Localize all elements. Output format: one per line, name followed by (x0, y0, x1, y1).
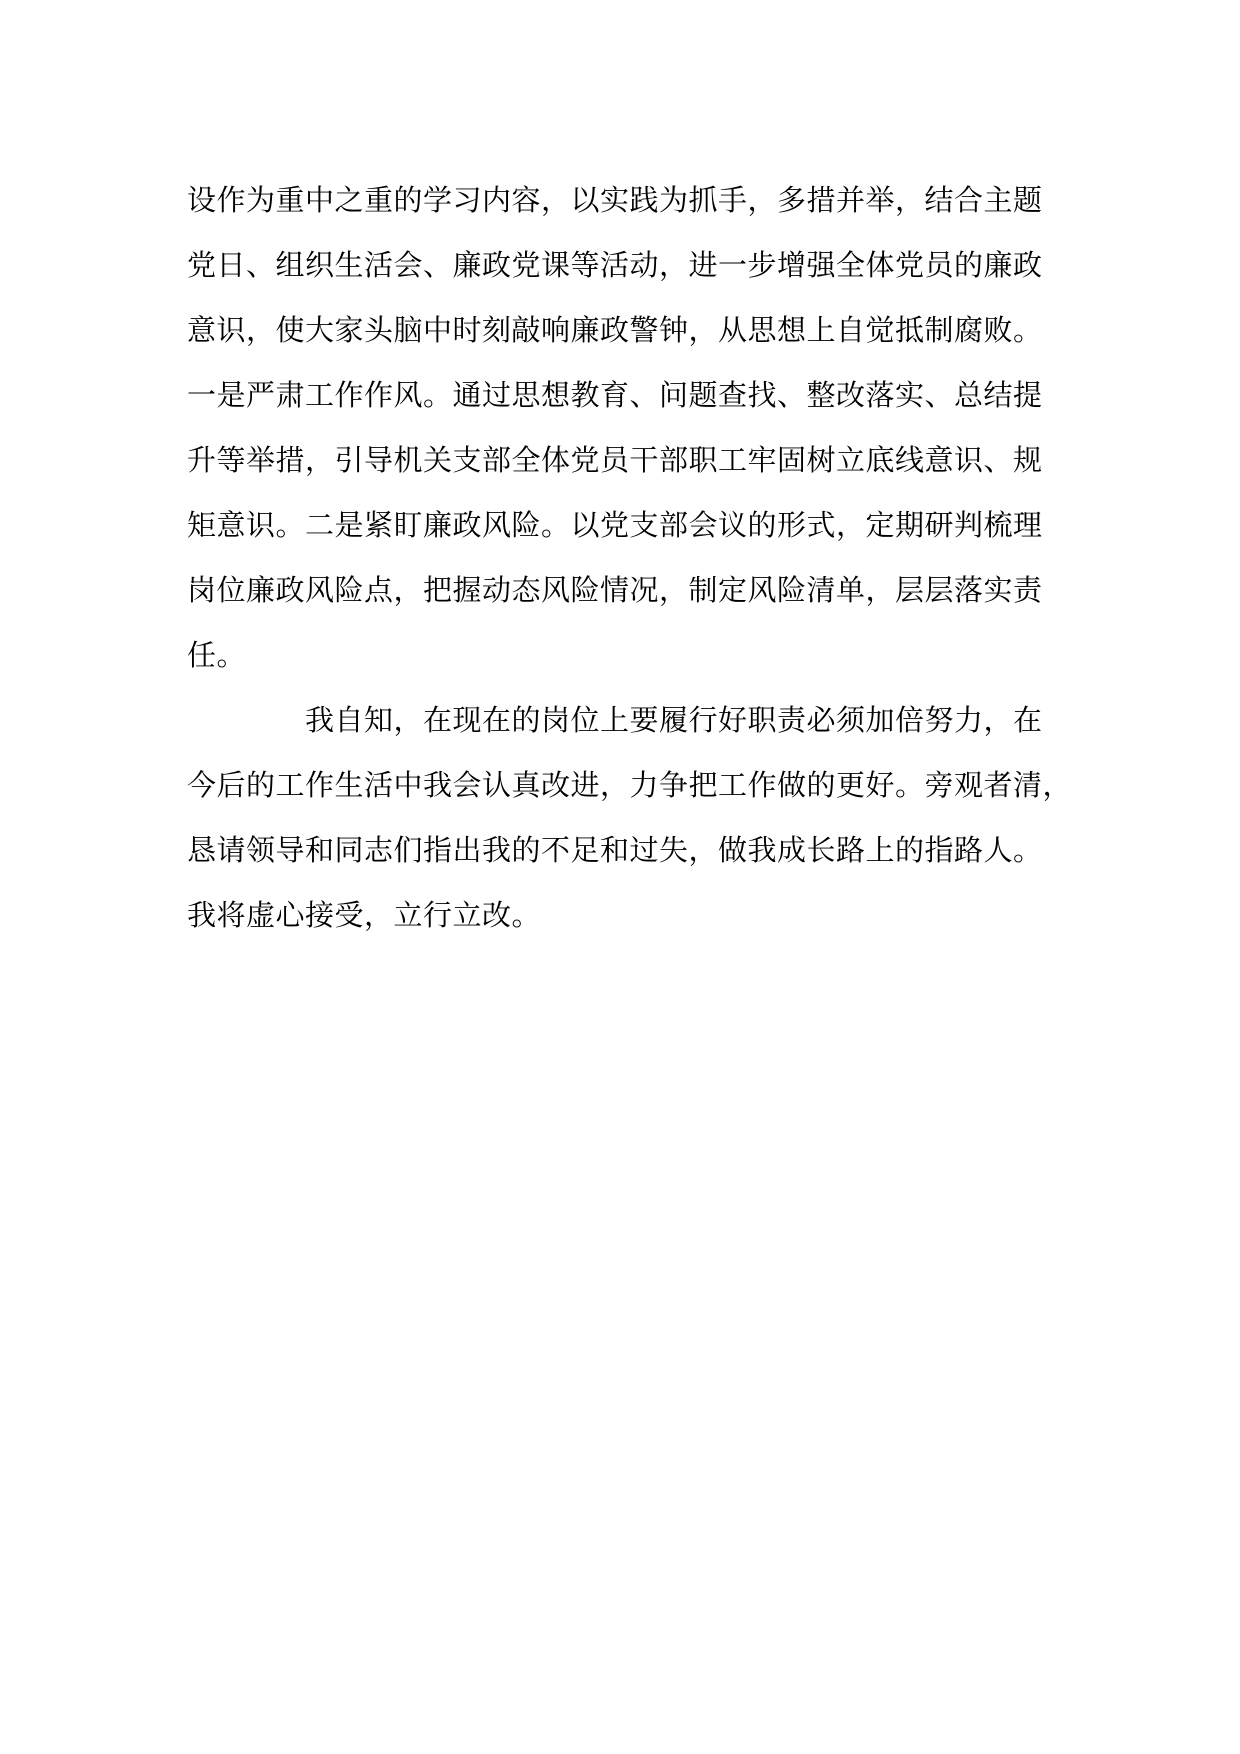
text-line: 任。 (187, 638, 247, 672)
document-body (187, 168, 1087, 948)
text-line: 党日、组织生活会、廉政党课等活动，进一步增强全体党员的廉政 (187, 248, 1043, 282)
text-line: 恳请领导和同志们指出我的不足和过失，做我成长路上的指路人。 (187, 833, 1043, 867)
text-line: 意识，使大家头脑中时刻敲响廉政警钟，从思想上自觉抵制腐败。 (187, 313, 1043, 347)
text-line: 一是严肃工作作风。通过思想教育、问题查找、整改落实、总结提 (187, 378, 1043, 412)
paragraph-2 (187, 688, 1087, 948)
text-line: 我将虚心接受，立行立改。 (187, 898, 542, 932)
text-line: 我自知，在现在的岗位上要履行好职责必须加倍努力，在 (305, 703, 1043, 737)
text-line: 矩意识。二是紧盯廉政风险。以党支部会议的形式，定期研判梳理 (187, 508, 1043, 542)
paragraph-1 (187, 168, 1087, 688)
text-line: 岗位廉政风险点，把握动态风险情况，制定风险清单，层层落实责 (187, 573, 1043, 607)
text-line: 设作为重中之重的学习内容，以实践为抓手，多措并举，结合主题 (187, 183, 1043, 217)
text-line: 今后的工作生活中我会认真改进，力争把工作做的更好。旁观者清， (187, 768, 1073, 802)
text-line: 升等举措，引导机关支部全体党员干部职工牢固树立底线意识、规 (187, 443, 1043, 477)
